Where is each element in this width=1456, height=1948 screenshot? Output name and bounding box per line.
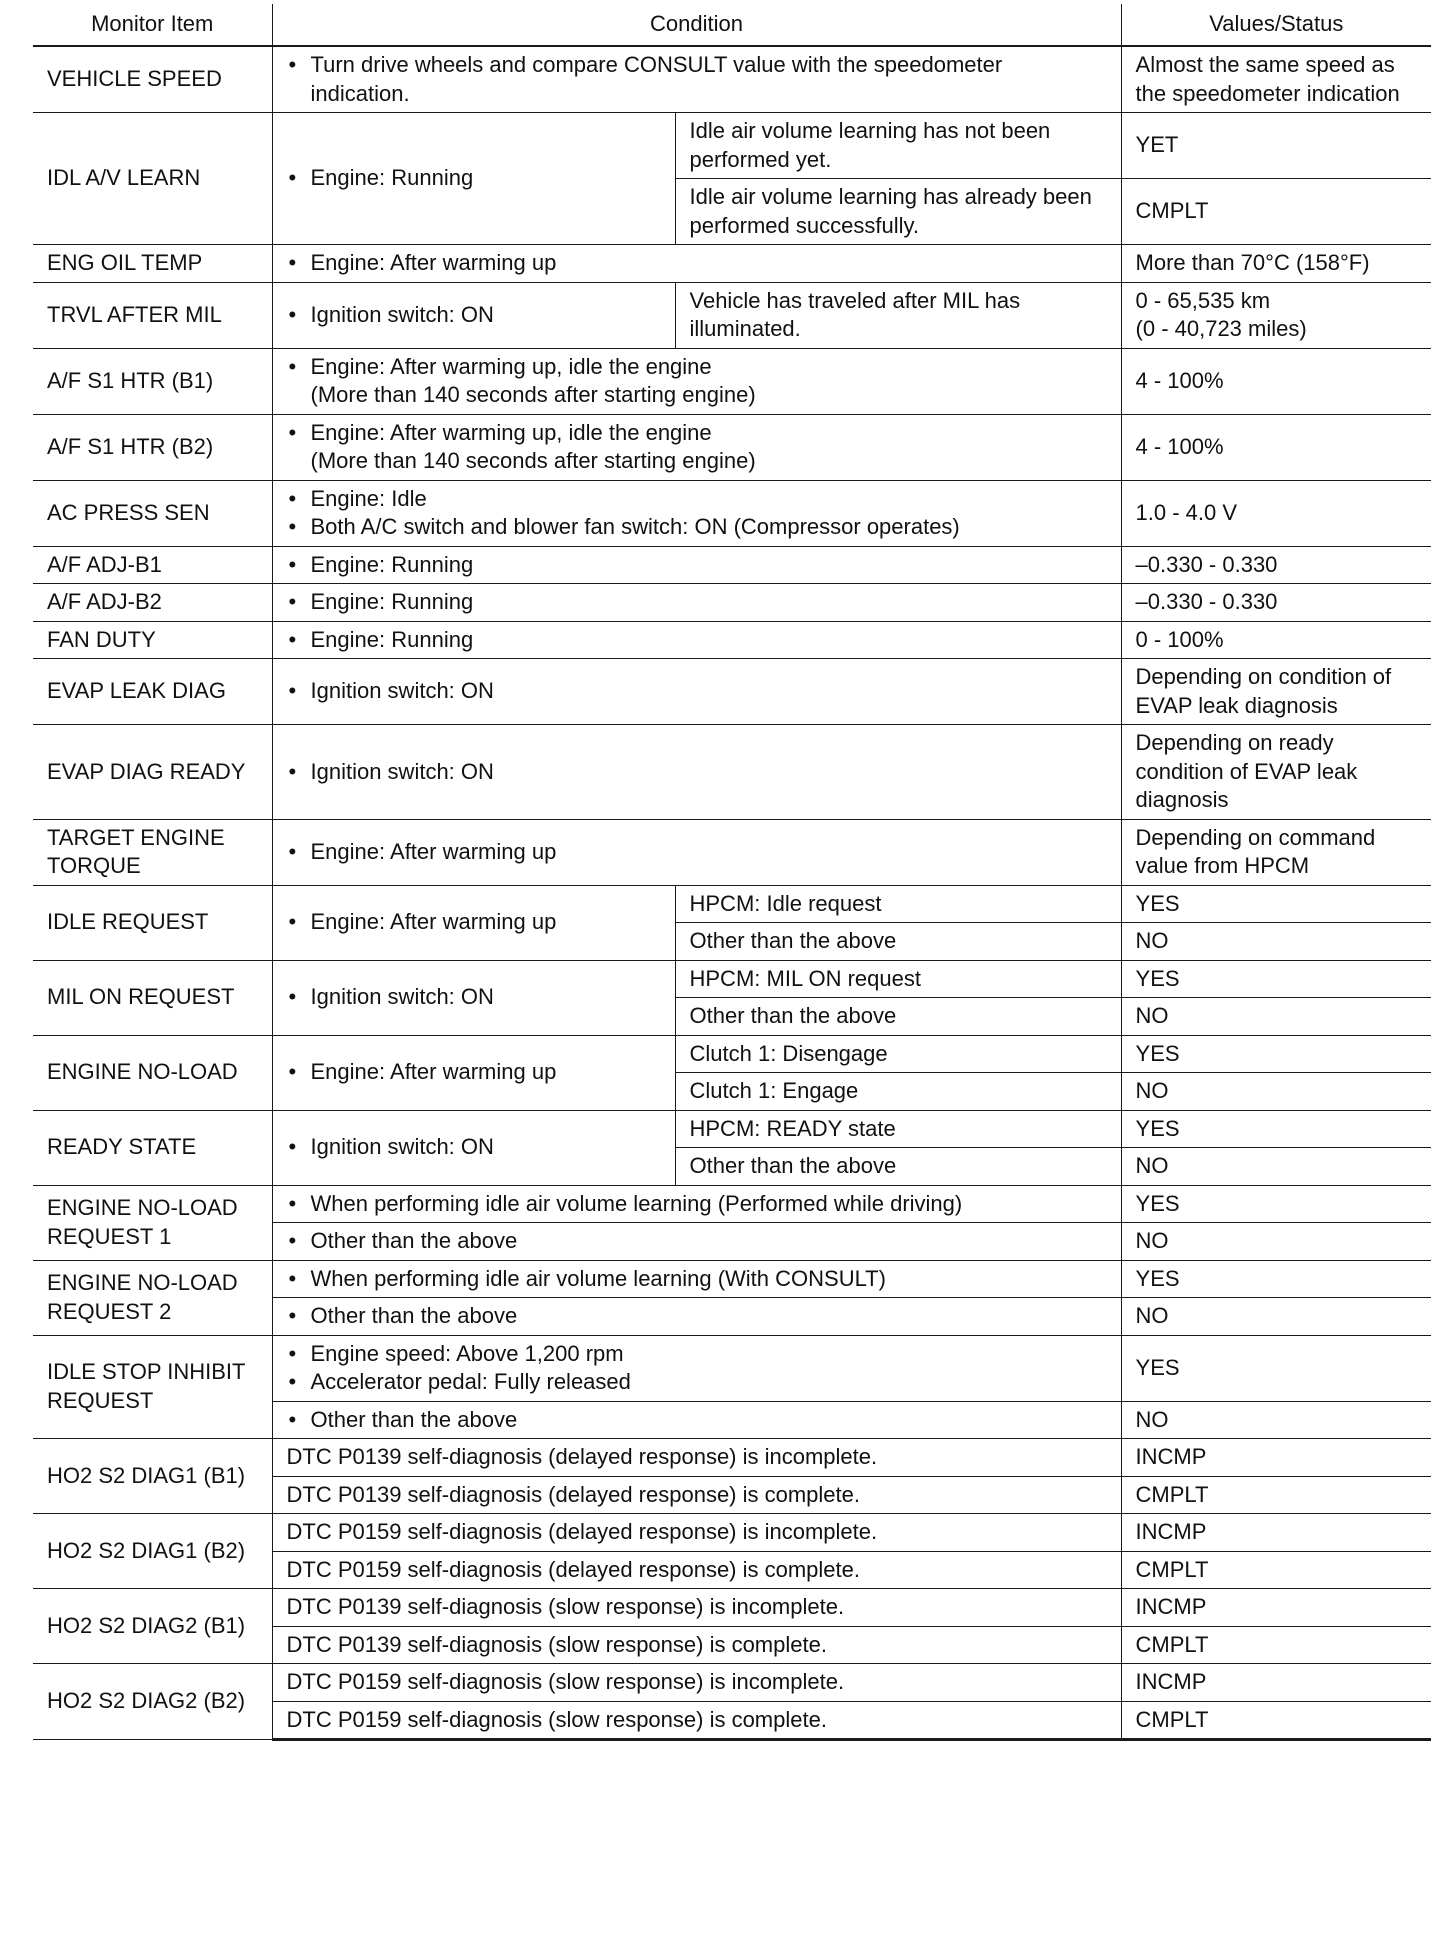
monitor-item-cell: VEHICLE SPEED <box>33 46 272 113</box>
table-row <box>33 1110 1431 1148</box>
monitor-item-cell: TARGET ENGINE TORQUE <box>33 819 272 885</box>
table-row <box>33 659 1431 725</box>
value-cell: INCMP <box>1121 1589 1431 1627</box>
condition-continuation: (More than 140 seconds after starting engine) <box>310 382 756 407</box>
header-monitor-item: Monitor Item <box>33 4 272 46</box>
value-cell: NO <box>1121 1073 1431 1111</box>
condition-bullet: • Engine: Running <box>287 551 1107 580</box>
condition-bullet: • Engine: After warming up, idle the engine <box>287 419 1107 448</box>
monitor-item-cell: ENGINE NO-LOAD <box>33 1035 272 1110</box>
sub-condition-cell: Clutch 1: Disengage <box>675 1035 1121 1073</box>
condition-bullet: • Other than the above <box>287 1227 1107 1256</box>
condition-bullet: • Turn drive wheels and compare CONSULT value with the speedometer indication. <box>287 51 1107 108</box>
condition-cell <box>272 414 1121 480</box>
monitor-item-cell: HO2 S2 DIAG2 (B2) <box>33 1664 272 1740</box>
table-row <box>33 621 1431 659</box>
value-cell: YES <box>1121 1335 1431 1401</box>
value-cell: YET <box>1121 113 1431 179</box>
condition-cell <box>272 659 1121 725</box>
table-header-row <box>33 4 1431 46</box>
condition-bullet: • Other than the above <box>287 1302 1107 1331</box>
condition-cell <box>272 1035 675 1110</box>
sub-condition-cell: Other than the above <box>675 923 1121 961</box>
value-cell: YES <box>1121 1260 1431 1298</box>
condition-bullet: • When performing idle air volume learning (Performed while driving) <box>287 1190 1107 1219</box>
value-cell: CMPLT <box>1121 1476 1431 1514</box>
monitor-item-cell: EVAP DIAG READY <box>33 725 272 820</box>
sub-condition-cell: Clutch 1: Engage <box>675 1073 1121 1111</box>
condition-cell <box>272 282 675 348</box>
table-row <box>33 1185 1431 1223</box>
table-row <box>33 546 1431 584</box>
condition-cell <box>272 1298 1121 1336</box>
condition-cell: DTC P0139 self-diagnosis (delayed response) is incomplete. <box>272 1439 1121 1477</box>
condition-bullet: • Ignition switch: ON <box>287 983 661 1012</box>
value-cell: NO <box>1121 1298 1431 1336</box>
header-values-status: Values/Status <box>1121 4 1431 46</box>
table-row <box>33 725 1431 820</box>
condition-cell <box>272 1185 1121 1223</box>
table-row <box>33 1514 1431 1552</box>
condition-bullet: • Ignition switch: ON <box>287 758 1107 787</box>
monitor-item-cell: FAN DUTY <box>33 621 272 659</box>
condition-bullet: • Engine: Running <box>287 164 661 193</box>
table-row <box>33 885 1431 923</box>
header-condition: Condition <box>272 4 1121 46</box>
condition-cell <box>272 621 1121 659</box>
monitor-item-cell: A/F S1 HTR (B1) <box>33 348 272 414</box>
table-row <box>33 348 1431 414</box>
condition-bullet: • Engine: After warming up, idle the engine <box>287 353 1107 382</box>
table-row <box>33 1335 1431 1401</box>
condition-bullet: • When performing idle air volume learning (With CONSULT) <box>287 1265 1107 1294</box>
table-row <box>33 1260 1431 1298</box>
condition-bullet: • Accelerator pedal: Fully released <box>287 1368 1107 1397</box>
condition-cell <box>272 885 675 960</box>
value-cell: INCMP <box>1121 1664 1431 1702</box>
condition-cell: DTC P0159 self-diagnosis (slow response) is complete. <box>272 1701 1121 1740</box>
condition-cell <box>272 1401 1121 1439</box>
condition-bullet: • Engine speed: Above 1,200 rpm <box>287 1340 1107 1369</box>
value-cell: 0 - 100% <box>1121 621 1431 659</box>
monitor-item-table <box>33 4 1431 1741</box>
condition-cell: DTC P0139 self-diagnosis (slow response) is complete. <box>272 1626 1121 1664</box>
value-cell: Almost the same speed as the speedometer indication <box>1121 46 1431 113</box>
monitor-item-cell: A/F ADJ-B2 <box>33 584 272 622</box>
condition-cell: DTC P0139 self-diagnosis (slow response) is incomplete. <box>272 1589 1121 1627</box>
condition-cell <box>272 480 1121 546</box>
table-row <box>33 584 1431 622</box>
value-cell: YES <box>1121 1035 1431 1073</box>
monitor-item-cell: IDLE STOP INHIBIT REQUEST <box>33 1335 272 1439</box>
condition-bullet: • Engine: Idle <box>287 485 1107 514</box>
sub-condition-cell: Vehicle has traveled after MIL has illuminated. <box>675 282 1121 348</box>
table-row <box>33 819 1431 885</box>
monitor-item-cell: HO2 S2 DIAG2 (B1) <box>33 1589 272 1664</box>
table-row <box>33 480 1431 546</box>
value-cell: Depending on command value from HPCM <box>1121 819 1431 885</box>
value-cell: NO <box>1121 998 1431 1036</box>
table-row <box>33 113 1431 179</box>
condition-cell <box>272 348 1121 414</box>
table-row <box>33 414 1431 480</box>
value-cell: –0.330 - 0.330 <box>1121 546 1431 584</box>
value-cell: INCMP <box>1121 1514 1431 1552</box>
value-cell: –0.330 - 0.330 <box>1121 584 1431 622</box>
condition-bullet: • Engine: After warming up <box>287 908 661 937</box>
condition-cell <box>272 1335 1121 1401</box>
monitor-item-cell: ENGINE NO-LOAD REQUEST 1 <box>33 1185 272 1260</box>
value-cell: NO <box>1121 923 1431 961</box>
condition-cell <box>272 245 1121 283</box>
value-cell: CMPLT <box>1121 1551 1431 1589</box>
value-cell: INCMP <box>1121 1439 1431 1477</box>
value-cell: 4 - 100% <box>1121 348 1431 414</box>
table-row <box>33 46 1431 113</box>
condition-bullet: • Engine: After warming up <box>287 1058 661 1087</box>
monitor-item-cell: A/F S1 HTR (B2) <box>33 414 272 480</box>
condition-bullet: • Both A/C switch and blower fan switch: ON (Compressor operates) <box>287 513 1107 542</box>
value-cell: Depending on condition of EVAP leak diagnosis <box>1121 659 1431 725</box>
condition-cell <box>272 1260 1121 1298</box>
value-cell: CMPLT <box>1121 1701 1431 1740</box>
value-cell: NO <box>1121 1223 1431 1261</box>
condition-bullet: • Ignition switch: ON <box>287 677 1107 706</box>
sub-condition-cell: HPCM: READY state <box>675 1110 1121 1148</box>
value-cell: 4 - 100% <box>1121 414 1431 480</box>
monitor-item-cell: ENGINE NO-LOAD REQUEST 2 <box>33 1260 272 1335</box>
condition-continuation: (More than 140 seconds after starting engine) <box>310 448 756 473</box>
condition-bullet: • Engine: Running <box>287 588 1107 617</box>
monitor-item-cell: MIL ON REQUEST <box>33 960 272 1035</box>
value-cell: NO <box>1121 1401 1431 1439</box>
table-row <box>33 1439 1431 1477</box>
value-cell: YES <box>1121 885 1431 923</box>
value-cell: CMPLT <box>1121 1626 1431 1664</box>
sub-condition-cell: HPCM: Idle request <box>675 885 1121 923</box>
value-cell: YES <box>1121 1185 1431 1223</box>
monitor-table-page <box>33 4 1431 1741</box>
table-row <box>33 245 1431 283</box>
sub-condition-cell: Other than the above <box>675 1148 1121 1186</box>
value-cell: Depending on ready condition of EVAP leak diagnosis <box>1121 725 1431 820</box>
condition-bullet: • Ignition switch: ON <box>287 301 661 330</box>
value-cell <box>1121 282 1431 348</box>
condition-cell: DTC P0159 self-diagnosis (delayed response) is complete. <box>272 1551 1121 1589</box>
table-row <box>33 1589 1431 1627</box>
condition-cell <box>272 1110 675 1185</box>
condition-cell: DTC P0159 self-diagnosis (slow response) is incomplete. <box>272 1664 1121 1702</box>
value-line: (0 - 40,723 miles) <box>1135 316 1307 341</box>
value-cell: YES <box>1121 1110 1431 1148</box>
monitor-item-cell: ENG OIL TEMP <box>33 245 272 283</box>
condition-cell: DTC P0139 self-diagnosis (delayed response) is complete. <box>272 1476 1121 1514</box>
condition-bullet: • Engine: Running <box>287 626 1107 655</box>
value-line: 0 - 65,535 km <box>1135 287 1271 313</box>
monitor-item-cell: HO2 S2 DIAG1 (B2) <box>33 1514 272 1589</box>
condition-cell <box>272 1223 1121 1261</box>
condition-cell <box>272 725 1121 820</box>
condition-cell <box>272 960 675 1035</box>
sub-condition-cell: HPCM: MIL ON request <box>675 960 1121 998</box>
monitor-item-cell: READY STATE <box>33 1110 272 1185</box>
sub-condition-cell: Other than the above <box>675 998 1121 1036</box>
condition-cell <box>272 546 1121 584</box>
condition-bullet: • Engine: After warming up <box>287 249 1107 278</box>
value-cell: More than 70°C (158°F) <box>1121 245 1431 283</box>
monitor-item-cell: AC PRESS SEN <box>33 480 272 546</box>
condition-cell <box>272 46 1121 113</box>
value-cell: 1.0 - 4.0 V <box>1121 480 1431 546</box>
condition-cell <box>272 584 1121 622</box>
condition-cell <box>272 819 1121 885</box>
sub-condition-cell: Idle air volume learning has not been performed yet. <box>675 113 1121 179</box>
monitor-item-cell: IDLE REQUEST <box>33 885 272 960</box>
monitor-item-cell: HO2 S2 DIAG1 (B1) <box>33 1439 272 1514</box>
monitor-item-cell: A/F ADJ-B1 <box>33 546 272 584</box>
table-row <box>33 1664 1431 1702</box>
monitor-item-cell: IDL A/V LEARN <box>33 113 272 245</box>
value-cell: YES <box>1121 960 1431 998</box>
monitor-item-cell: TRVL AFTER MIL <box>33 282 272 348</box>
condition-bullet: • Ignition switch: ON <box>287 1133 661 1162</box>
table-row <box>33 960 1431 998</box>
condition-bullet: • Engine: After warming up <box>287 838 1107 867</box>
condition-cell <box>272 113 675 245</box>
monitor-item-cell: EVAP LEAK DIAG <box>33 659 272 725</box>
condition-cell: DTC P0159 self-diagnosis (delayed response) is incomplete. <box>272 1514 1121 1552</box>
table-row <box>33 282 1431 348</box>
table-row <box>33 1035 1431 1073</box>
sub-condition-cell: Idle air volume learning has already been performed successfully. <box>675 179 1121 245</box>
value-cell: NO <box>1121 1148 1431 1186</box>
value-cell: CMPLT <box>1121 179 1431 245</box>
condition-bullet: • Other than the above <box>287 1406 1107 1435</box>
